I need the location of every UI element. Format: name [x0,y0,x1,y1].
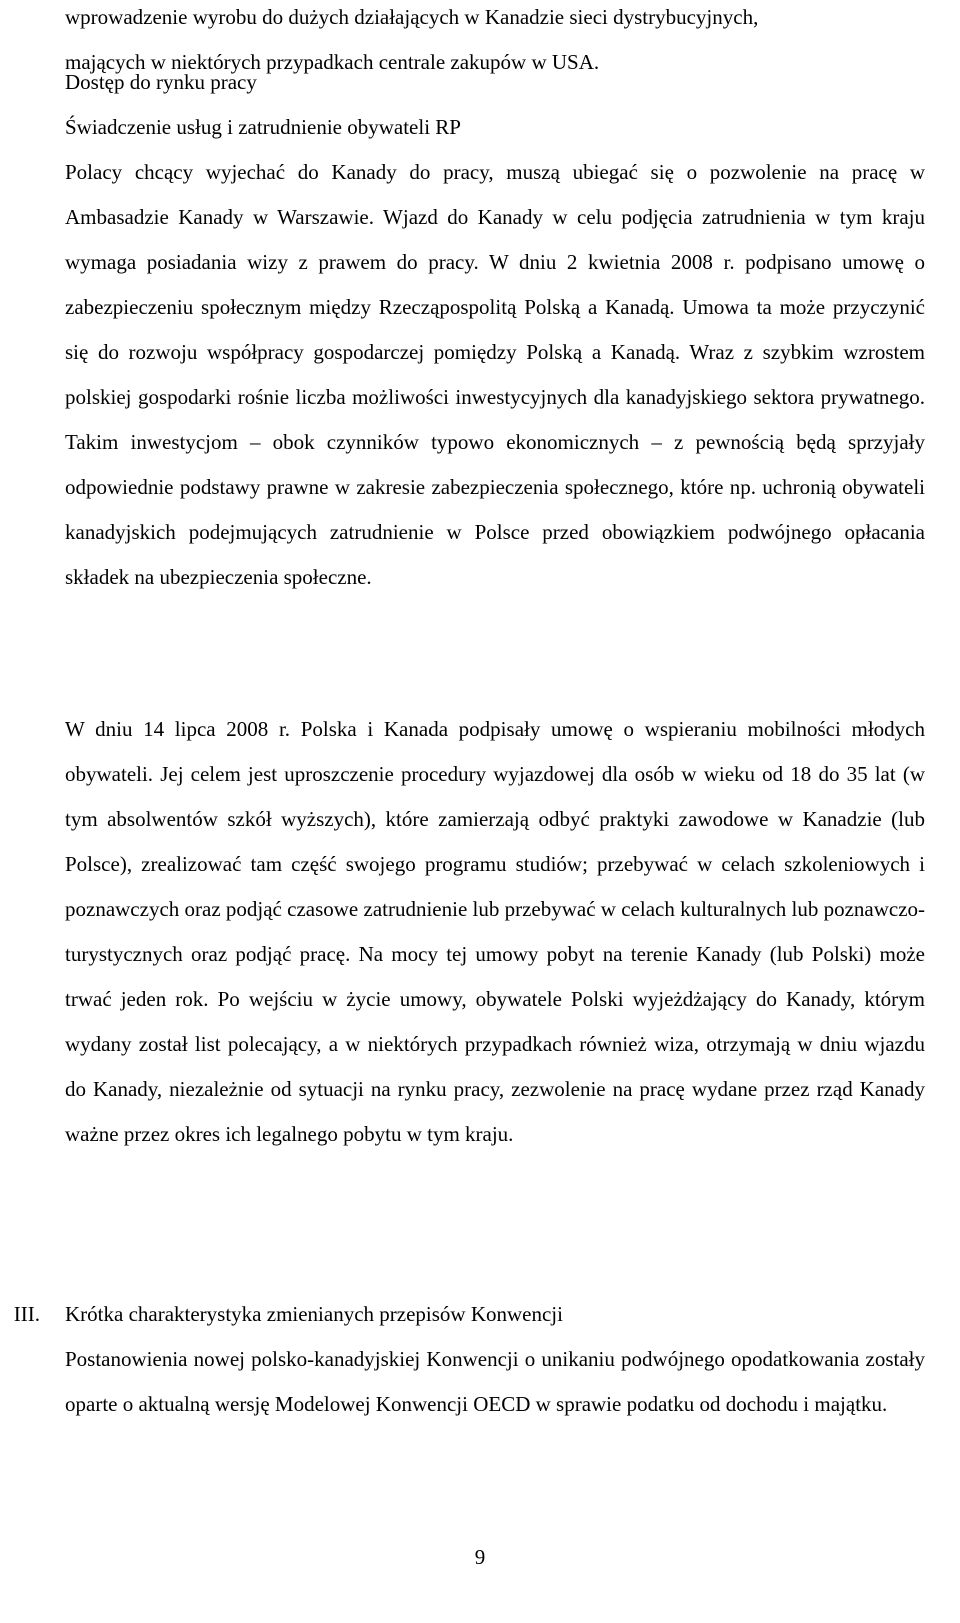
convention-paragraph: Postanowienia nowej polsko-kanadyjskiej Konwencji o unikaniu podwójnego opodatkowania zostały oparte o aktualną wersję Modelowej Konwencji OECD w sprawie podatku od dochodu i majątku. [65,1347,925,1416]
section-number: III. [13,1302,40,1326]
section-heading-row [0,1292,960,1337]
section-heading: Krótka charakterystyka zmienianych przepisów Konwencji [65,1302,563,1326]
employment-paragraph: Polacy chcący wyjechać do Kanady do pracy, muszą ubiegać się o pozwolenie na pracę w Ambasadzie Kanady w Warszawie. Wjazd do Kanady w celu podjęcia zatrudnienia w tym kraju wymaga posiadania wizy z prawem do pracy. W dniu 2 kwietnia 2008 r. podpisano umowę o zabezpieczeniu społecznym między Rzecząpospolitą Polską a Kanadą. Umowa ta może przyczynić się do rozwoju współpracy gospodarczej pomiędzy Polską a Kanadą. Wraz z szybkim wzrostem polskiej gospodarki rośnie liczba możliwości inwestycyjnych dla kanadyjskiego sektora prywatnego. Takim inwestycjom – obok czynników typowo ekonomicznych – z pewnością będą sprzyjały odpowiednie podstawy prawne w zakresie zabezpieczenia społecznego, które np. uchronią obywateli kanadyjskich podejmujących zatrudnienie w Polsce przed obowiązkiem podwójnego opłacania składek na ubezpieczenia społeczne. [65,160,925,589]
intro-line-1: wprowadzenie wyrobu do dużych działających w Kanadzie sieci dystrybucyjnych, [65,5,759,29]
page-number: 9 [474,1545,486,1569]
youth-mobility-paragraph: W dniu 14 lipca 2008 r. Polska i Kanada podpisały umowę o wspieraniu mobilności młodych obywateli. Jej celem jest uproszczenie procedury wyjazdowej dla osób w wieku od 18 do 35 lat (w tym absolwentów szkół wyższych), które zamierzają odbyć praktyki zawodowe w Kanadzie (lub Polsce), zrealizować tam część swojego programu studiów; przebywać w celach szkoleniowych i poznawczych oraz podjąć czasowe zatrudnienie lub przebywać w celach kulturalnych lub poznawczo-turystycznych oraz podjąć pracę. Na mocy tej umowy pobyt na terenie Kanady (lub Polski) może trwać jeden rok. Po wejściu w życie umowy, obywatele Polski wyjeżdżający do Kanady, którym wydany został list polecający, a w niektórych przypadkach również wiza, otrzymają w dniu wjazdu do Kanady, niezależnie od sytuacji na rynku pracy, zezwolenie na pracę wydane przez rząd Kanady ważne przez okres ich legalnego pobytu w tym kraju. [65,717,926,1146]
labour-market-heading: Dostęp do rynku pracy [65,70,257,94]
services-employment-heading: Świadczenie usług i zatrudnienie obywateli RP [65,115,461,139]
labour-market-section [65,60,925,600]
intro-line-2: mających w niektórych przypadkach centrale zakupów w USA. [65,50,600,74]
